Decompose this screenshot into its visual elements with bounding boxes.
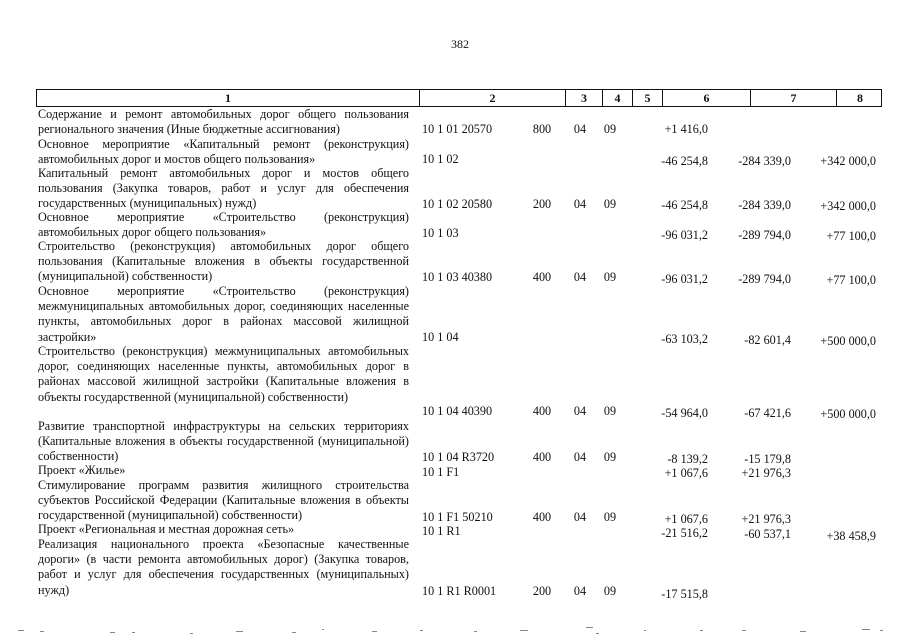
header-col-4: 4 [603,90,633,106]
row-col4: 04 [573,510,587,524]
row-name: Проект «Региональная и местная дорожная сеть» [38,522,295,536]
row-col5: 09 [603,584,617,598]
row-col7: +21 976,3 [741,512,791,526]
header-col-7: 7 [751,90,837,106]
row-col8: +342 000,0 [820,154,876,168]
row-col6: -96 031,2 [661,228,708,242]
row-col5: 09 [603,404,617,418]
row-col7: -284 339,0 [738,198,791,212]
row-name: Реализация национального проекта «Безопасные качественные дороги» (в части ремонта автомобильных дорог) (Закупка товаров, работ и услуг для обеспечения государственных (муниципальных) нужд) [38,537,409,597]
header-col-3: 3 [566,90,603,106]
row-col7: -15 179,8 [744,452,791,466]
row-col3: 800 [532,122,552,136]
row-col6: +1 067,6 [664,512,708,526]
row-name: Строительство (реконструкция) автомобильных дорог общего пользования (Капитальные вложения в объекты государственной (муниципальной) собственности) [38,239,409,284]
row-col5: 09 [603,450,617,464]
row-col3: 400 [532,510,552,524]
row-col7: -284 339,0 [738,154,791,168]
row-code: 10 1 F1 50210 [422,510,493,524]
row-name: Основное мероприятие «Капитальный ремонт (реконструкция) автомобильных дорог и мостов общего пользования» [38,137,409,167]
row-col4: 04 [573,584,587,598]
row-code: 10 1 01 20570 [422,122,493,136]
row-col7: +21 976,3 [741,466,791,480]
row-col6: -17 515,8 [661,587,708,601]
row-col6: -8 139,2 [667,452,708,466]
row-col5: 09 [603,197,617,211]
row-col5: 09 [603,270,617,284]
row-name: Стимулирование программ развития жилищного строительства субъектов Российской Федерации (Капитальные вложения в объекты государственной (муниципальной) собственности) [38,478,409,523]
row-code: 10 1 02 20580 [422,197,493,211]
row-code: 10 1 R1 [422,524,461,538]
row-col3: 400 [532,450,552,464]
row-name: Основное мероприятие «Строительство (реконструкция) автомобильных дорог общего пользования» [38,210,409,240]
row-col6: +1 067,6 [664,466,708,480]
scan-noise [0,622,905,640]
row-name: Развитие транспортной инфраструктуры на сельских территориях (Капитальные вложения в объекты государственной (муниципальной) собственности) [38,419,409,464]
row-col3: 200 [532,197,552,211]
row-name: Строительство (реконструкция) межмуниципальных автомобильных дорог, соединяющих населенные пункты, автомобильных дорог в районах массовой жилищной застройки (Капитальные вложения в объекты государственной (муниципальной) собственности) [38,344,409,404]
row-col8: +500 000,0 [820,407,876,421]
row-name: Проект «Жилье» [38,463,126,477]
row-code: 10 1 02 [422,152,459,166]
header-col-1: 1 [37,90,420,106]
table-header [36,89,882,107]
row-col4: 04 [573,270,587,284]
row-col4: 04 [573,122,587,136]
row-code: 10 1 03 40380 [422,270,493,284]
row-code: 10 1 04 R3720 [422,450,495,464]
row-name: Капитальный ремонт автомобильных дорог и мостов общего пользования (Закупка товаров, работ и услуг для обеспечения государственных (муниципальных) нужд) [38,166,409,211]
row-col7: -67 421,6 [744,406,791,420]
row-col8: +342 000,0 [820,199,876,213]
row-col6: -63 103,2 [661,332,708,346]
row-code: 10 1 R1 R0001 [422,584,497,598]
row-col3: 400 [532,270,552,284]
row-col6: -54 964,0 [661,406,708,420]
row-col8: +77 100,0 [826,229,876,243]
row-code: 10 1 04 [422,330,459,344]
row-name: Основное мероприятие «Строительство (реконструкция) межмуниципальных автомобильных дорог, соединяющих населенные пункты, автомобильных дорог в районах массовой жилищной застройки» [38,284,409,344]
row-name: Содержание и ремонт автомобильных дорог общего пользования регионального значения (Иные бюджетные ассигнования) [38,107,409,137]
row-col3: 200 [532,584,552,598]
header-col-5: 5 [633,90,663,106]
row-col7: -289 794,0 [738,272,791,286]
row-col7: -289 794,0 [738,228,791,242]
row-col5: 09 [603,510,617,524]
header-col-6: 6 [663,90,751,106]
row-col7: -82 601,4 [744,333,791,347]
row-col6: -21 516,2 [661,526,708,540]
row-col6: +1 416,0 [664,122,708,136]
row-col8: +77 100,0 [826,273,876,287]
row-code: 10 1 03 [422,226,459,240]
row-col6: -46 254,8 [661,198,708,212]
row-col4: 04 [573,450,587,464]
row-code: 10 1 F1 [422,465,460,479]
row-col6: -96 031,2 [661,272,708,286]
row-col3: 400 [532,404,552,418]
header-col-2: 2 [420,90,566,106]
row-col6: -46 254,8 [661,154,708,168]
row-col5: 09 [603,122,617,136]
row-col4: 04 [573,197,587,211]
row-col8: +38 458,9 [826,529,876,543]
row-code: 10 1 04 40390 [422,404,493,418]
row-col7: -60 537,1 [744,527,791,541]
row-col8: +500 000,0 [820,334,876,348]
page-number: 382 [451,37,469,51]
row-col4: 04 [573,404,587,418]
header-col-8: 8 [857,91,863,105]
